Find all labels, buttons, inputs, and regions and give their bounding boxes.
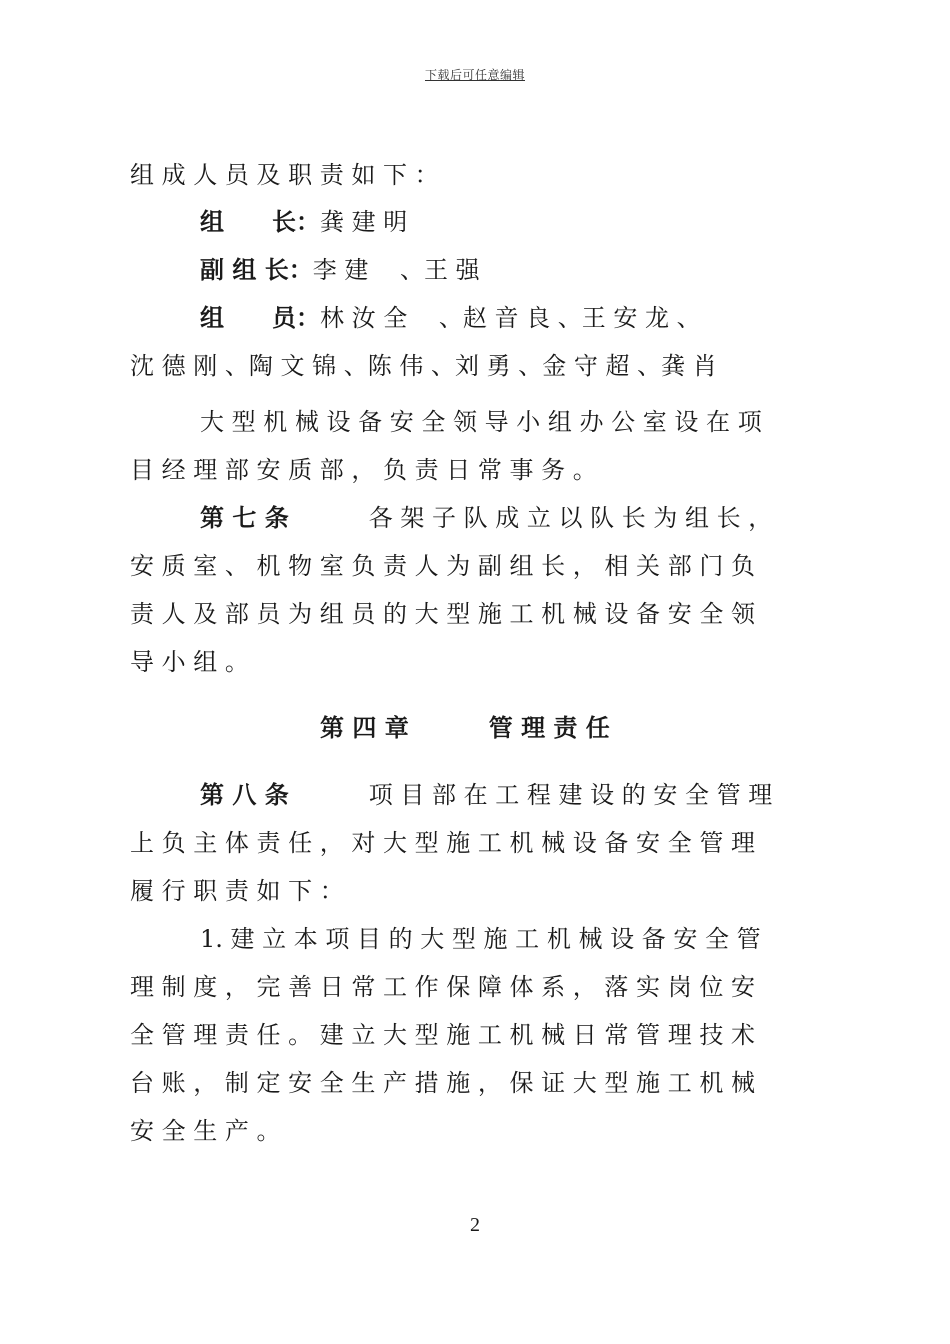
chapter-heading [320, 713, 610, 743]
paragraph-line: 全 管 理 责 任 。 建 立 大 型 施 工 机 械 日 常 管 理 技 术 [130, 1021, 755, 1049]
paragraph-line: 台 账 ， 制 定 安 全 生 产 措 施 ， 保 证 大 型 施 工 机 械 [130, 1069, 755, 1097]
paragraph-line: 上 负 主 体 责 任 ， 对 大 型 施 工 机 械 设 备 安 全 管 理 [130, 829, 755, 857]
article-line [200, 780, 772, 810]
deputy-leader-line [200, 255, 480, 285]
leader-line [200, 207, 407, 237]
role-label: 副 组 长： [200, 255, 313, 284]
article-line [200, 503, 772, 533]
paragraph-line: 沈 德 刚 、陶 文 锦 、陈 伟 、刘 勇 、金 守 超 、龚 肖 [130, 352, 717, 380]
article-text: 各 架 子 队 成 立 以 队 长 为 组 长 ， [368, 504, 773, 532]
members-line [200, 303, 701, 333]
paragraph-line: 责 人 及 部 员 为 组 员 的 大 型 施 工 机 械 设 备 安 全 领 [130, 600, 755, 628]
article-text: 项 目 部 在 工 程 建 设 的 安 全 管 理 [368, 781, 773, 809]
paragraph-line: 大 型 机 械 设 备 安 全 领 导 小 组 办 公 室 设 在 项 [200, 408, 762, 436]
paragraph-line: 履 行 职 责 如 下 ： [130, 877, 344, 905]
chapter-number: 第 四 章 [320, 713, 409, 742]
member-names: 龚 建 明 [320, 208, 408, 236]
paragraph-line: 目 经 理 部 安 质 部 ， 负 责 日 常 事 务 。 [130, 456, 597, 484]
paragraph-line: 导 小 组 。 [130, 648, 249, 676]
paragraph-line: 组 成 人 员 及 职 责 如 下 ： [130, 161, 439, 189]
member-names: 李 建 、王 强 [312, 256, 480, 284]
paragraph-line: 理 制 度 ， 完 善 日 常 工 作 保 障 体 系 ， 落 实 岗 位 安 [130, 973, 755, 1001]
chapter-title: 管 理 责 任 [488, 713, 610, 742]
role-label: 组 员： [200, 303, 320, 332]
paragraph-line: 1. 建 立 本 项 目 的 大 型 施 工 机 械 设 备 安 全 管 [200, 925, 761, 953]
article-label: 第 七 条 [200, 503, 289, 532]
paragraph-line: 安 全 生 产 。 [130, 1117, 281, 1145]
page-header: 下载后可任意编辑 [424, 68, 525, 82]
role-label: 组 长： [200, 207, 320, 236]
paragraph-line: 安 质 室 、 机 物 室 负 责 人 为 副 组 长 ， 相 关 部 门 负 [130, 552, 755, 580]
article-label: 第 八 条 [200, 780, 289, 809]
member-names: 林 汝 全 、赵 音 良 、王 安 龙 、 [320, 304, 701, 332]
page-number: 2 [470, 1214, 480, 1236]
